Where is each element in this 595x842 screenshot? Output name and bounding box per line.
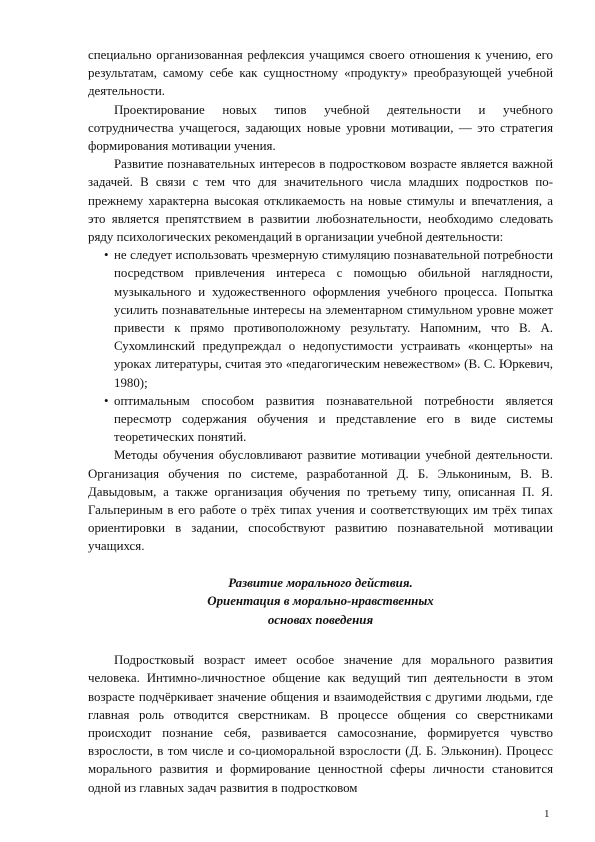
paragraph-adolescence: Подростковый возраст имеет особое значение для морального развития человека. Интимно-личностное общение как ведущий тип деятельности в этом возрасте подчёркивает значение общения и взаимодействия с другими людьми, где главная роль отводится сверстникам. В процессе общения со сверстниками происходит познание себя, развивается самосознание, формируется чувство взрослости, в том числе и со-циоморальной взрослости (Д. Б. Эльконин). Процесс морального развития и формирование ценностной сферы личности становится одной из главных задач развития в подростковом bbox=[88, 653, 553, 795]
heading-line: основах поведения bbox=[267, 612, 374, 627]
section-heading bbox=[88, 574, 553, 630]
paragraph-interests: Развитие познавательных интересов в подростковом возрасте является важной задачей. В связи с тем что для значительного числа младших подростков по-прежнему характерна высокая откликаемость на новые стимулы и впечатления, а это является препятствием в развитии любознательности, необходимо следовать ряду психологических рекомендаций в организации учебной деятельности: bbox=[88, 157, 553, 245]
page-number: 1 bbox=[544, 808, 550, 820]
recommendation-list bbox=[88, 246, 553, 446]
bullet-icon: • bbox=[104, 248, 109, 263]
bullet-icon: • bbox=[104, 393, 109, 408]
list-item bbox=[88, 392, 553, 447]
paragraph-methods: Методы обучения обусловливают развитие мотивации учебной деятельности. Организация обучения по системе, разработанной Д. Б. Элькониным, В. В. Давыдовым, а также организация обучения по третьему типу, описанная П. Я. Гальпериным в его работе о трёх типах учения и соответствующих им трёх типах ориентировки в задании, способствуют развитию познавательной мотивации учащихся. bbox=[88, 448, 553, 554]
list-item bbox=[88, 246, 553, 392]
heading-line: Развитие морального действия. bbox=[228, 575, 413, 590]
heading-line: Ориентация в морально-нравственных bbox=[207, 594, 434, 609]
list-item-text: оптимальным способом развития познавательной потребности является пересмотр содержания обучения и представление его в виде системы теоретических понятий. bbox=[114, 393, 553, 445]
text-column bbox=[88, 46, 553, 797]
paragraph-reflection: специально организованная рефлексия учащимся своего отношения к учению, его результатам, самому себе как сущностному «продукту» преобразующей учебной деятельности. bbox=[88, 48, 553, 99]
list-item-text: не следует использовать чрезмерную стимуляцию познавательной потребности посредством привлечения интереса с помощью обильной наглядности, музыкального и художественного оформления учебного процесса. Попытка усилить познавательные интересы на элементарном стимульном уровне может привести к прямо противоположному результату. Напомним, что В. А. Сухомлинский предупреждал о недопустимости устраивать «концерты» на уроках литературы, считая это «педагогическим невежеством» (В. С. Юркевич, 1980); bbox=[114, 248, 553, 390]
paragraph-design: Проектирование новых типов учебной деятельности и учебного сотрудничества учащегося, задающих новые уровни мотивации, — это стратегия формирования мотивации учения. bbox=[88, 102, 553, 154]
